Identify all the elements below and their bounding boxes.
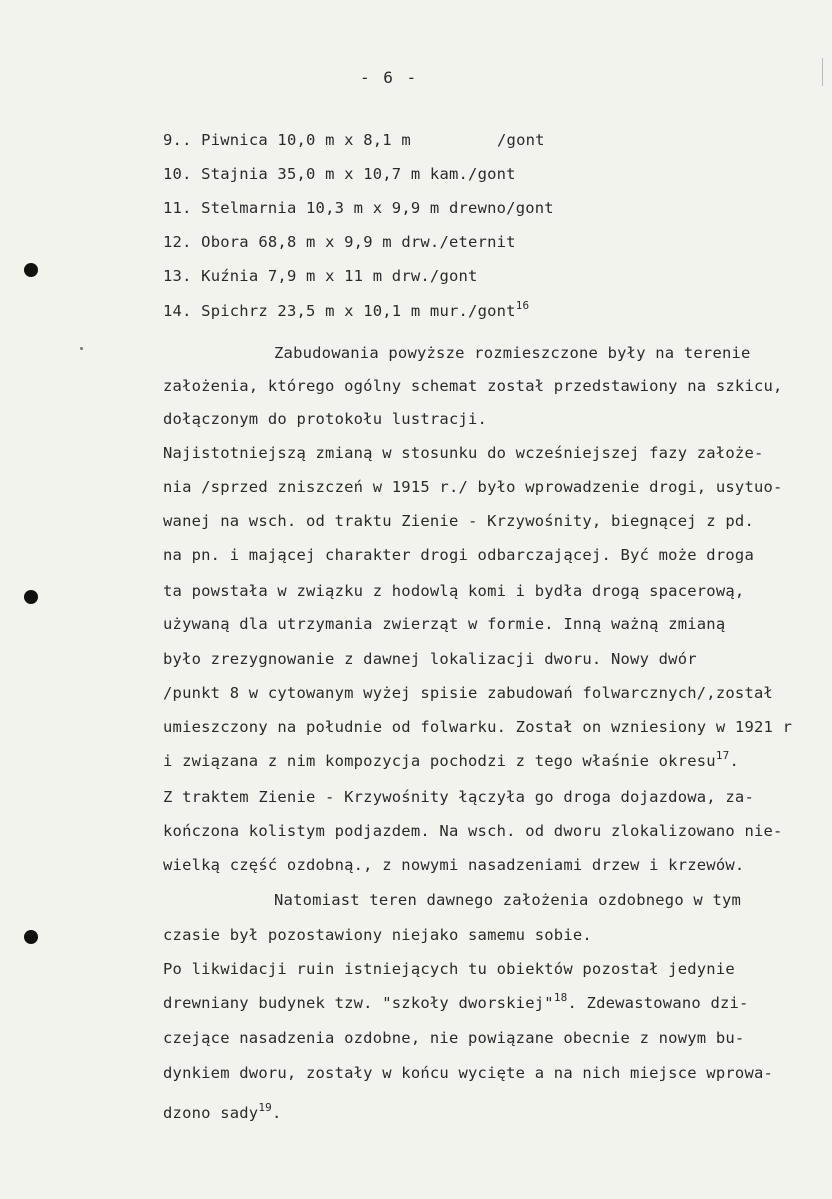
page-number: - 6 - [360,68,419,87]
paragraph-line: Zabudowania powyższe rozmieszczone były na terenie [274,344,751,362]
punch-hole [24,590,38,604]
paragraph-line: czasie był pozostawiony niejako samemu sobie. [163,926,592,944]
list-item-text: Obora 68,8 m x 9,9 m drw./eternit [201,233,516,251]
paragraph-line [163,1103,282,1123]
paragraph-line: kończona kolistym podjazdem. Na wsch. od dworu zlokalizowano nie- [163,822,783,840]
paragraph-line: czejące nasadzenia ozdobne, nie powiązane obecnie z nowym bu- [163,1029,745,1047]
paragraph-line [163,751,739,771]
list-item-number: 9.. [163,131,192,149]
punch-hole [24,263,38,277]
list-item-number: 10. [163,165,192,183]
list-item [163,266,478,286]
paragraph-line: umieszczony na południe od folwarku. Został on wzniesiony w 1921 r [163,718,793,736]
list-item-number: 12. [163,233,192,251]
list-item-number: 11. [163,199,192,217]
paragraph-line: ta powstała w związku z hodowlą komi i bydła drogą spacerową, [163,582,745,600]
footnote-ref: 17 [715,749,730,762]
footnote-ref: 19 [258,1101,272,1114]
paragraph-line-end: . Zdewastowano dzi- [567,994,749,1012]
list-item-number: 13. [163,267,192,285]
paragraph-line-end: . [271,1104,282,1122]
list-item [163,232,516,252]
paragraph-line: /punkt 8 w cytowanym wyżej spisie zabudowań folwarcznych/,został [163,684,774,702]
list-item-text: Spichrz 23,5 m x 10,1 m mur./gont [201,302,516,320]
list-item-text: Stajnia 35,0 m x 10,7 m kam./gont [201,165,516,183]
paragraph-line: dołączonym do protokołu lustracji. [163,410,488,428]
list-item-text: Stelmarnia 10,3 m x 9,9 m drewno/gont [201,199,554,217]
paragraph-line: wanej na wsch. od traktu Zienie - Krzywośnity, biegnącej z pd. [163,512,754,530]
paragraph-line: Z traktem Zienie - Krzywośnity łączyła go droga dojazdowa, za- [163,788,754,806]
list-item [163,198,554,218]
paragraph-line-end: . [729,752,740,770]
paper-speck [80,347,83,350]
paragraph-line: na pn. i mającej charakter drogi odbarczającej. Być może droga [163,546,754,564]
footnote-ref: 16 [515,299,530,312]
paragraph-line: Najistotniejszą zmianą w stosunku do wcześniejszej fazy założe- [163,444,764,462]
list-item [163,164,516,184]
paragraph-line-text: dzono sady [163,1104,259,1122]
paragraph-line: założenia, którego ogólny schemat został przedstawiony na szkicu, [163,377,783,395]
list-item [163,301,529,321]
paragraph-line: wielką część ozdobną., z nowymi nasadzeniami drzew i krzewów. [163,856,745,874]
list-item [163,130,411,150]
paragraph-line: nia /sprzed zniszczeń w 1915 r./ było wprowadzenie drogi, usytuo- [163,478,783,496]
list-item-text: Kuźnia 7,9 m x 11 m drw./gont [201,267,478,285]
paragraph-line-text: drewniany budynek tzw. "szkoły dworskiej" [163,994,554,1012]
punch-hole [24,930,38,944]
paragraph-line: używaną dla utrzymania zwierząt w formie. Inną ważną zmianą [163,615,726,633]
paragraph-line: Po likwidacji ruin istniejących tu obiektów pozostał jedynie [163,960,735,978]
list-item-number: 14. [163,302,192,320]
paragraph-line: dynkiem dworu, zostały w końcu wycięte a na nich miejsce wprowa- [163,1064,774,1082]
list-item-material: /gont [497,131,545,149]
paragraph-line: było zrezygnowanie z dawnej lokalizacji dworu. Nowy dwór [163,650,697,668]
list-item-text: Piwnica 10,0 m x 8,1 m [201,131,411,149]
paragraph-line [163,993,749,1013]
page-edge-mark [822,58,832,86]
footnote-ref: 18 [553,991,568,1004]
paragraph-line-text: i związana z nim kompozycja pochodzi z tego właśnie okresu [163,752,716,770]
paragraph-line: Natomiast teren dawnego założenia ozdobnego w tym [274,891,742,909]
